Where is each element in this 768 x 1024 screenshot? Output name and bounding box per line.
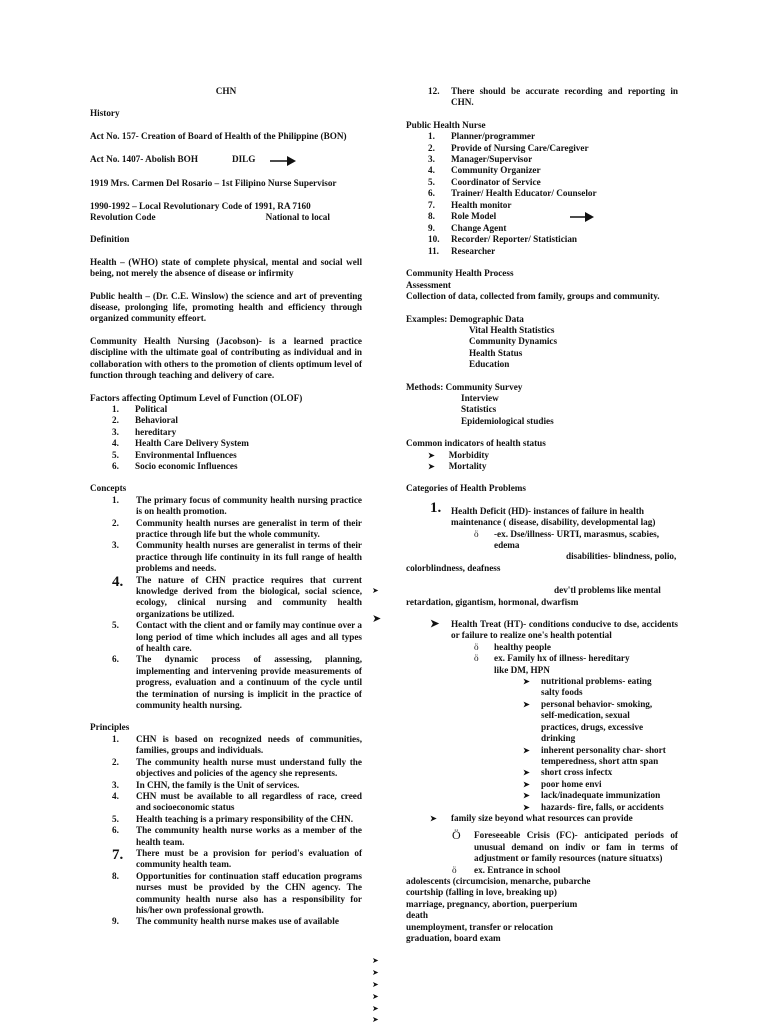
list-item: ➤ hazards- fire, falls, or accidents: [523, 801, 664, 812]
chevron-bullet-icon: ➤: [523, 779, 530, 789]
concepts-heading: Concepts: [90, 483, 127, 494]
list-item: 2. Community health nurses are generalist in term of their practice through life but the whole community.: [112, 517, 362, 539]
principles-list: [90, 734, 362, 928]
list-item: ö healthy people: [474, 641, 551, 652]
list-item: ➤ Mortality: [428, 460, 487, 471]
list-item: Vital Health Statistics: [469, 324, 555, 335]
list-item: 7. Health monitor: [428, 199, 512, 210]
list-item: 1. CHN is based on recognized needs of communities, families, groups and individuals.: [112, 733, 362, 756]
olof-heading: Factors affecting Optimum Level of Function (OLOF): [90, 392, 303, 403]
arrow-right-icon: [270, 153, 296, 167]
assessment-heading: Assessment: [406, 279, 451, 290]
public-health-definition: Public health – (Dr. C.E. Winslow) the science and art of preventing disease, prolonging life, promoting health and efficiency through organized community effeort.: [90, 290, 362, 324]
list-item: 4. CHN must be available to all regardless of race, creed and socioeconomic status: [112, 790, 362, 813]
list-item: 4. The nature of CHN practice requires that current knowledge derived from the biological, social science, ecology, clinical nursing and community health organizations be utilized.: [112, 573, 362, 619]
list-item: 5. Coordinator of Service: [428, 176, 541, 187]
list-item: 2. Provide of Nursing Care/Caregiver: [428, 142, 589, 153]
chevron-bullet-icon: ➤: [372, 980, 379, 989]
chevron-bullet-icon: ➤: [372, 586, 379, 595]
retardation-line: retardation, gigantism, hormonal, dwarfism: [406, 596, 579, 607]
concepts-list: [90, 495, 362, 712]
chevron-bullet-icon: ➤: [372, 613, 382, 625]
act-1407: Act No. 1407- Abolish BOH DILG: [90, 153, 362, 167]
left-column: [90, 86, 362, 928]
list-item: 6. The community health nurse works as a member of the health team.: [112, 825, 362, 847]
list-item: Health Status: [469, 347, 523, 358]
list-item: 1. Political: [112, 403, 168, 414]
chevron-bullet-icon: ➤: [523, 768, 530, 778]
indicators-heading: Common indicators of health status: [406, 438, 546, 449]
list-item: 1. The primary focus of community health nursing practice is on health promotion.: [112, 494, 362, 517]
act-157: Act No. 157- Creation of Board of Health of the Philippine (BON): [90, 130, 347, 141]
chevron-bullet-icon: ➤: [523, 677, 530, 687]
list-item: ➤ short cross infectx: [523, 767, 613, 778]
chevron-bullet-icon: ➤: [430, 813, 437, 823]
list-item: ➤ inherent personality char- short temperedness, short attn span: [523, 744, 666, 766]
list-item: 1. Planner/programmer: [428, 131, 536, 142]
devtl-line: dev'tl problems like mental: [554, 585, 661, 596]
examples-label: Examples: Demographic Data: [406, 313, 524, 324]
list-item: 5. Environmental Influences: [112, 449, 237, 460]
chevron-bullet-icon: ➤: [372, 1015, 379, 1024]
health-deficit: 1. Health Deficit (HD)- instances of failure in health maintenance ( disease, disability, developmental lag): [430, 499, 656, 528]
chevron-bullet-icon: ➤: [372, 992, 379, 1001]
disabilities-line: disabilities- blindness, polio,: [566, 551, 677, 562]
chevron-bullet-icon: ➤: [523, 791, 530, 801]
list-item: 8. Role Model: [406, 211, 678, 223]
chevron-bullet-icon: ➤: [523, 699, 530, 709]
list-item: 10. Recorder/ Reporter/ Statistician: [428, 234, 578, 245]
right-column: [406, 86, 678, 944]
list-item: Education: [469, 359, 510, 370]
list-item: ➤ Morbidity: [428, 449, 490, 460]
list-item: ö ex. Family hx of illness- hereditary like DM, HPN: [474, 653, 630, 675]
hd-example: ö -ex. Dse/illness- URTI, marasmus, scabies, edema: [474, 528, 660, 550]
definition-heading: Definition: [90, 234, 130, 245]
chn-definition: Community Health Nursing (Jacobson)- is a learned practice discipline with the ultimate goal of contributing as individual and in collaboration with others to the promotion of clients optimum level of function through teaching and delivery of care.: [90, 335, 362, 381]
list-item: 2. Behavioral: [112, 415, 178, 426]
list-item: 3. In CHN, the family is the Unit of services.: [112, 779, 300, 790]
chevron-bullet-icon: ➤: [523, 802, 530, 812]
revolution-code-line: Revolution Code National to local: [90, 212, 330, 223]
list-item: unemployment, transfer or relocation: [406, 921, 553, 932]
list-item: 6. Trainer/ Health Educator/ Counselor: [428, 188, 597, 199]
chevron-bullet-icon: ➤: [523, 745, 530, 755]
list-item: graduation, board exam: [406, 933, 501, 943]
list-item: death: [406, 910, 428, 921]
list-item: 12. There should be accurate recording and reporting in CHN.: [428, 86, 678, 108]
list-item: 3. Community health nurses are generalist in terms of their practice through life continuity in its full range of health problems and needs.: [112, 540, 362, 574]
phn-list: [406, 131, 678, 257]
categories-heading: Categories of Health Problems: [406, 483, 527, 494]
principles-continued: [406, 86, 678, 109]
list-item: 5. Contact with the client and or family may continue over a long period of time which includes all ages and all types of health care.: [112, 620, 362, 654]
olof-list: [90, 404, 362, 472]
chp-heading: Community Health Process: [406, 268, 514, 279]
year-1990: 1990-1992 – Local Revolutionary Code of 1991, RA 7160: [90, 200, 311, 211]
list-item: Interview: [461, 392, 499, 403]
list-item: 3. Manager/Supervisor: [428, 154, 533, 165]
chevron-bullet-icon: ➤: [428, 461, 435, 471]
list-item: ➤ nutritional problems- eating salty foods: [523, 676, 652, 698]
list-item: 6. Socio economic Influences: [112, 460, 238, 471]
chevron-bullet-icon: ➤: [428, 450, 435, 460]
list-item: 11. Researcher: [428, 245, 496, 256]
colorblind-line: colorblindness, deafness: [406, 562, 501, 573]
fc-example: ö ex. Entrance in school: [452, 864, 561, 875]
list-item: 9. The community health nurse makes use of available: [112, 916, 339, 927]
list-item: 8. Opportunities for continuation staff education programs nurses must be provided by the CHN agency. The community health nurse also has a responsibility for his/her own professional growth.: [112, 870, 362, 915]
list-item: 6. The dynamic process of assessing, planning, implementing and intervening provide measurements of progress, evaluation and a continuum of the cycle until the termination of nursing is implicit in the practice of community health nursing.: [112, 654, 362, 711]
health-threat: ➤ Health Treat (HT)- conditions conducive to dse, accidents or failure to realize one's health potential: [430, 618, 678, 641]
methods-label: Methods: Community Survey: [406, 381, 523, 392]
health-who-definition: Health – (WHO) state of complete physical, mental and social well being, not merely the absence of disease or infirmity: [90, 256, 362, 279]
principles-heading: Principles: [90, 722, 130, 733]
list-item: 3. hereditary: [112, 426, 177, 437]
list-item: 2. The community health nurse must understand fully the objectives and policies of the agency she represents.: [112, 756, 362, 779]
year-1919: 1919 Mrs. Carmen Del Rosario – 1st Filipino Nurse Supervisor: [90, 178, 337, 189]
list-item: adolescents (circumcision, menarche, pubarche: [406, 875, 591, 886]
list-item: Epidemiological studies: [461, 415, 554, 426]
chevron-bullet-icon: ➤: [372, 956, 379, 965]
arrow-right-icon: [570, 211, 594, 223]
family-size-line: ➤ family size beyond what resources can provide: [430, 812, 633, 823]
foreseeable-crisis: Ö Foreseeable Crisis (FC)- anticipated periods of unusual demand on indiv or fam in terms of adjustment or family resources (nature situatxs): [452, 828, 678, 864]
list-item: courtship (falling in love, breaking up): [406, 887, 557, 898]
list-item: 4. Health Care Delivery System: [112, 438, 249, 449]
history-heading: History: [90, 108, 120, 119]
collection-text: Collection of data, collected from family, groups and community.: [406, 291, 660, 302]
list-item: ➤ lack/inadequate immunization: [523, 790, 661, 801]
ht-sublist: [406, 676, 678, 813]
document-title: CHN: [215, 86, 237, 96]
phn-heading: Public Health Nurse: [406, 119, 486, 130]
list-item: 4. Community Organizer: [428, 165, 541, 176]
list-item: ➤ personal behavior- smoking, self-medication, sexual practices, drugs, excessive drinking: [523, 698, 653, 744]
list-item: Statistics: [461, 404, 497, 415]
list-item: Community Dynamics: [469, 336, 558, 347]
list-item: 7. There must be a provision for period's evaluation of community health team.: [112, 846, 362, 870]
chevron-bullet-icon: ➤: [372, 1004, 379, 1013]
list-item: ➤ poor home envi: [523, 778, 602, 789]
dilg-label: DILG: [231, 154, 256, 165]
list-item: marriage, pregnancy, abortion, puerperium: [406, 898, 578, 909]
chevron-bullet-icon: ➤: [430, 618, 440, 631]
list-item: 5. Health teaching is a primary responsibility of the CHN.: [112, 813, 354, 824]
list-item: 9. Change Agent: [428, 223, 507, 234]
chevron-bullet-icon: ➤: [372, 968, 379, 977]
